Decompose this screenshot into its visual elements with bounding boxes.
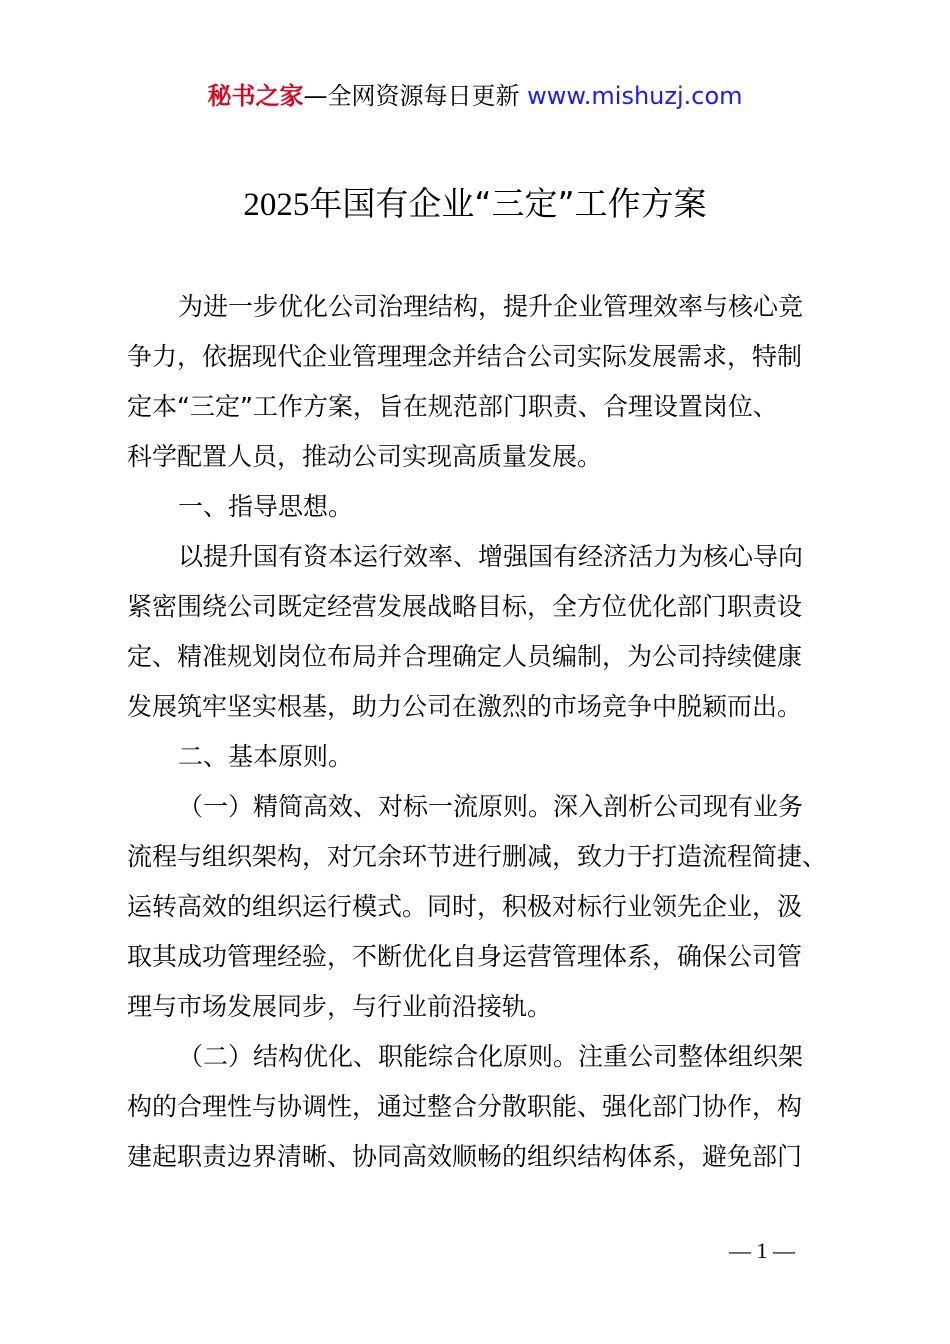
document-body	[127, 282, 833, 1182]
paragraph-line: 运转高效的组织运行模式。同时，积极对标行业领先企业，汲	[127, 892, 803, 921]
paragraph-line: 定本“三定”工作方案，旨在规范部门职责、合理设置岗位、	[127, 392, 778, 421]
title-year: 2025	[243, 187, 310, 223]
paragraph-line: 定、精准规划岗位布局并合理确定人员编制，为公司持续健康	[127, 642, 803, 671]
section-heading: 二、基本原则。	[178, 742, 354, 771]
paragraph-line: 建起职责边界清晰、协同高效顺畅的组织结构体系，避免部门	[127, 1142, 803, 1171]
page-number: — 1 —	[729, 1238, 795, 1263]
paragraph-line: 为进一步优化公司治理结构，提升企业管理效率与核心竞	[178, 292, 804, 321]
paragraph-line: 紧密围绕公司既定经营发展战略目标，全方位优化部门职责设	[127, 592, 803, 621]
paragraph-line: 流程与组织架构，对冗余环节进行删减，致力于打造流程简捷、	[127, 842, 828, 871]
paragraph-line: 争力，依据现代企业管理理念并结合公司实际发展需求，特制	[127, 342, 803, 371]
paragraph-line: 以提升国有资本运行效率、增强国有经济活力为核心导向	[178, 542, 804, 571]
paragraph-line: 科学配置人员，推动公司实现高质量发展。	[127, 442, 603, 471]
paragraph-line: 取其成功管理经验，不断优化自身运营管理体系，确保公司管	[127, 942, 803, 971]
site-banner	[0, 80, 950, 112]
paragraph-line: （一）精简高效、对标一流原则。深入剖析公司现有业务	[178, 792, 804, 821]
site-url-link[interactable]: www.mishuzj.com	[527, 82, 743, 110]
section-heading: 一、指导思想。	[178, 492, 354, 521]
paragraph-line: 发展筑牢坚实根基，助力公司在激烈的市场竞争中脱颖而出。	[127, 692, 803, 721]
paragraph-line: 构的合理性与协调性，通过整合分散职能、强化部门协作，构	[127, 1092, 803, 1121]
brand-name: 秘书之家	[207, 82, 304, 110]
document-title	[0, 182, 950, 227]
title-text: 年国有企业“三定”工作方案	[309, 184, 707, 223]
banner-tagline: —全网资源每日更新	[303, 82, 520, 110]
paragraph-line: （二）结构优化、职能综合化原则。注重公司整体组织架	[178, 1042, 804, 1071]
paragraph-line: 理与市场发展同步，与行业前沿接轨。	[127, 992, 553, 1021]
